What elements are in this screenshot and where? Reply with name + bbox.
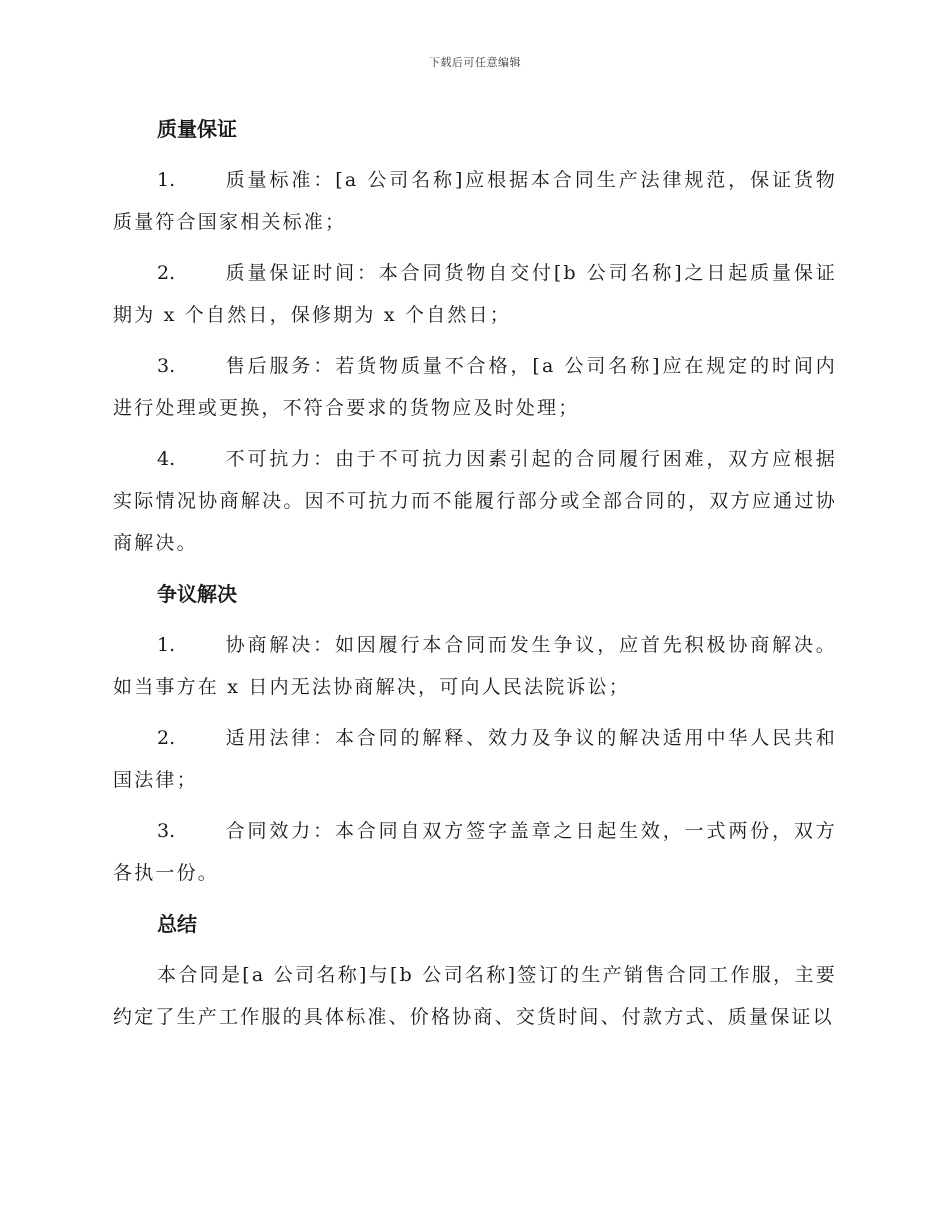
list-item <box>113 624 837 708</box>
item-number: 1. <box>157 634 176 656</box>
list-item <box>113 345 837 429</box>
item-number: 2. <box>157 727 176 749</box>
page-header-note: 下载后可任意编辑 <box>429 56 521 69</box>
item-number: 1. <box>157 169 176 191</box>
item-text: 质量标准：[a 公司名称]应根据本合同生产法律规范，保证货物质量符合国家相关标准； <box>113 169 837 233</box>
section-title-quality: 质量保证 <box>157 117 237 141</box>
item-text: 质量保证时间：本合同货物自交付[b 公司名称]之日起质量保证期为 x 个自然日，保修期为 x 个自然日； <box>113 262 837 326</box>
item-text: 合同效力：本合同自双方签字盖章之日起生效，一式两份，双方各执一份。 <box>113 820 837 884</box>
list-item <box>113 717 837 801</box>
item-text: 不可抗力：由于不可抗力因素引起的合同履行困难，双方应根据实际情况协商解决。因不可抗力而不能履行部分或全部合同的，双方应通过协商解决。 <box>113 448 837 554</box>
item-number: 2. <box>157 262 176 284</box>
item-text: 适用法律：本合同的解释、效力及争议的解决适用中华人民共和国法律； <box>113 727 837 791</box>
item-number: 3. <box>157 820 176 842</box>
list-item <box>113 252 837 336</box>
section-title-summary: 总结 <box>157 912 197 936</box>
list-item <box>113 438 837 564</box>
item-number: 4. <box>157 448 176 470</box>
section-title-dispute: 争议解决 <box>157 582 237 606</box>
item-number: 3. <box>157 355 176 377</box>
list-item <box>113 159 837 243</box>
item-text: 售后服务：若货物质量不合格，[a 公司名称]应在规定的时间内进行处理或更换，不符合要求的货物应及时处理； <box>113 355 837 419</box>
list-item <box>113 810 837 894</box>
item-text: 协商解决：如因履行本合同而发生争议，应首先积极协商解决。如当事方在 x 日内无法协商解决，可向人民法院诉讼； <box>113 634 837 698</box>
summary-paragraph: 本合同是[a 公司名称]与[b 公司名称]签订的生产销售合同工作服，主要约定了生产工作服的具体标准、价格协商、交货时间、付款方式、质量保证以 <box>113 964 837 1028</box>
document-body <box>113 108 837 1047</box>
